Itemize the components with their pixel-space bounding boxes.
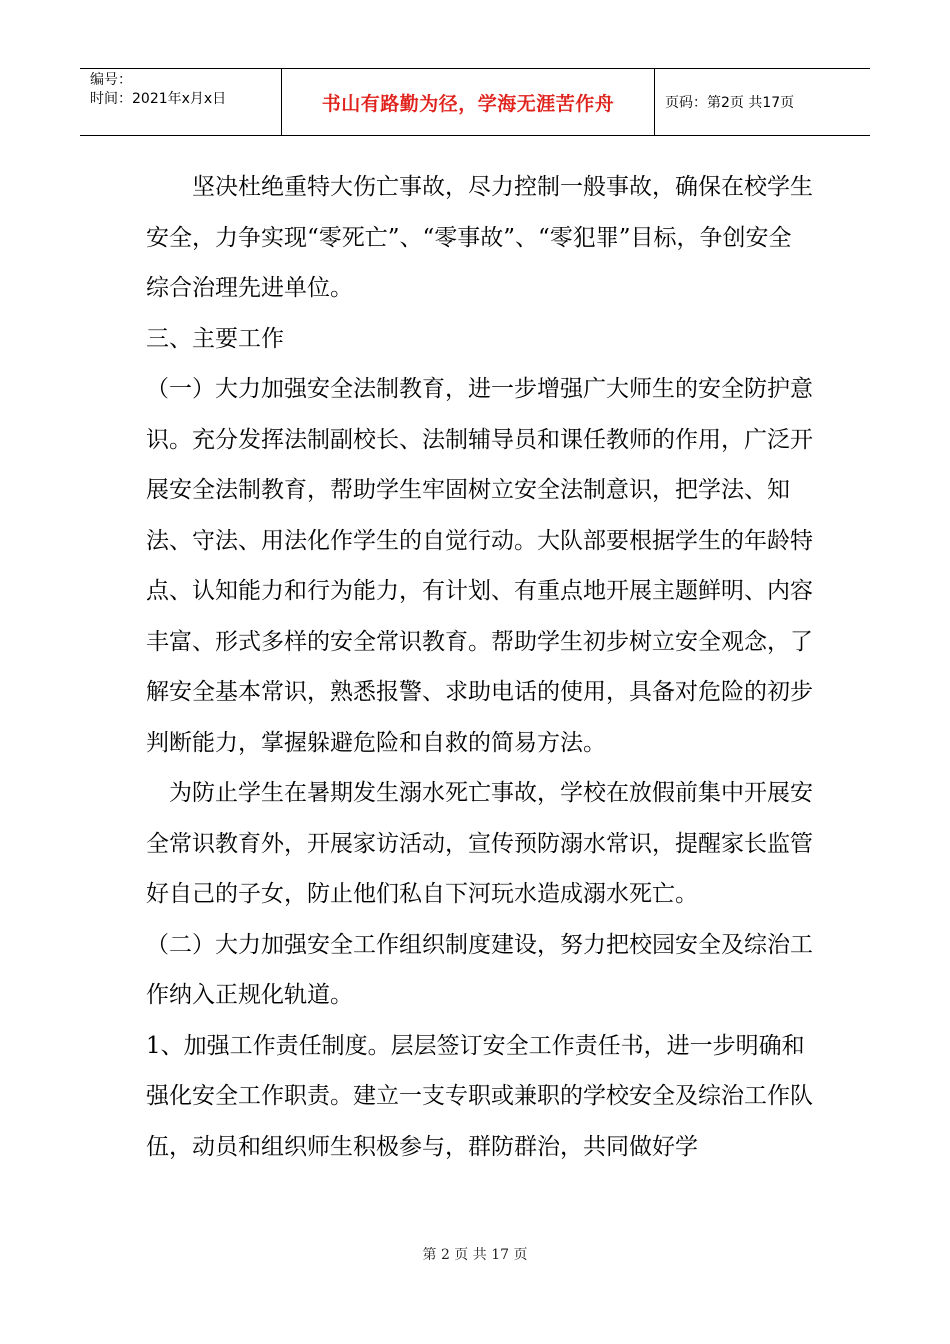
- section-heading: 三、主要工作: [146, 325, 284, 352]
- paragraph-drowning-prevention: 为防止学生在暑期发生溺水死亡事故，学校在放假前集中开展安全常识教育外，开展家访活动，宣传预防溺水常识，提醒家长监管好自己的子女，防止他们私自下河玩水造成溺水死亡。: [146, 780, 813, 907]
- paragraph-organization: （二）大力加强安全工作组织制度建设，努力把校园安全及综治工作纳入正规化轨道。: [146, 931, 813, 1008]
- time-label: 时间：2021年x月x日: [90, 91, 227, 107]
- page-header: [80, 68, 870, 136]
- paragraph-responsibility: 1、加强工作责任制度。层层签订安全工作责任书，进一步明确和强化安全工作职责。建立一支专职或兼职的学校安全及综治工作队伍，动员和组织师生积极参与，群防群治，共同做好学: [146, 1032, 813, 1160]
- paragraph-legal-education: （一）大力加强安全法制教育，进一步增强广大师生的安全防护意识。充分发挥法制副校长、法制辅导员和课任教师的作用，广泛开展安全法制教育，帮助学生牢固树立安全法制意识，把学法、知法、守法、用法化作学生的自觉行动。大队部要根据学生的年龄特点、认知能力和行为能力，有计划、有重点地开展主题鲜明、内容丰富、形式多样的安全常识教育。帮助学生初步树立安全观念，了解安全基本常识，熟悉报警、求助电话的使用，具备对危险的初步判断能力，掌握躲避危险和自救的简易方法。: [146, 376, 813, 756]
- paragraph-goal: 坚决杜绝重特大伤亡事故，尽力控制一般事故，确保在校学生安全，力争实现“零死亡”、“零事故”、“零犯罪”目标，争创安全综合治理先进单位。: [146, 174, 813, 301]
- header-motto: 书山有路勤为径，学海无涯苦作舟: [282, 69, 655, 135]
- header-meta: [80, 69, 282, 135]
- document-body: [146, 162, 814, 1172]
- header-page-info: 页码：第2页 共17页: [665, 95, 795, 111]
- number-label: 编号：: [90, 72, 132, 88]
- page-footer: 第 2 页 共 17 页: [422, 1247, 528, 1263]
